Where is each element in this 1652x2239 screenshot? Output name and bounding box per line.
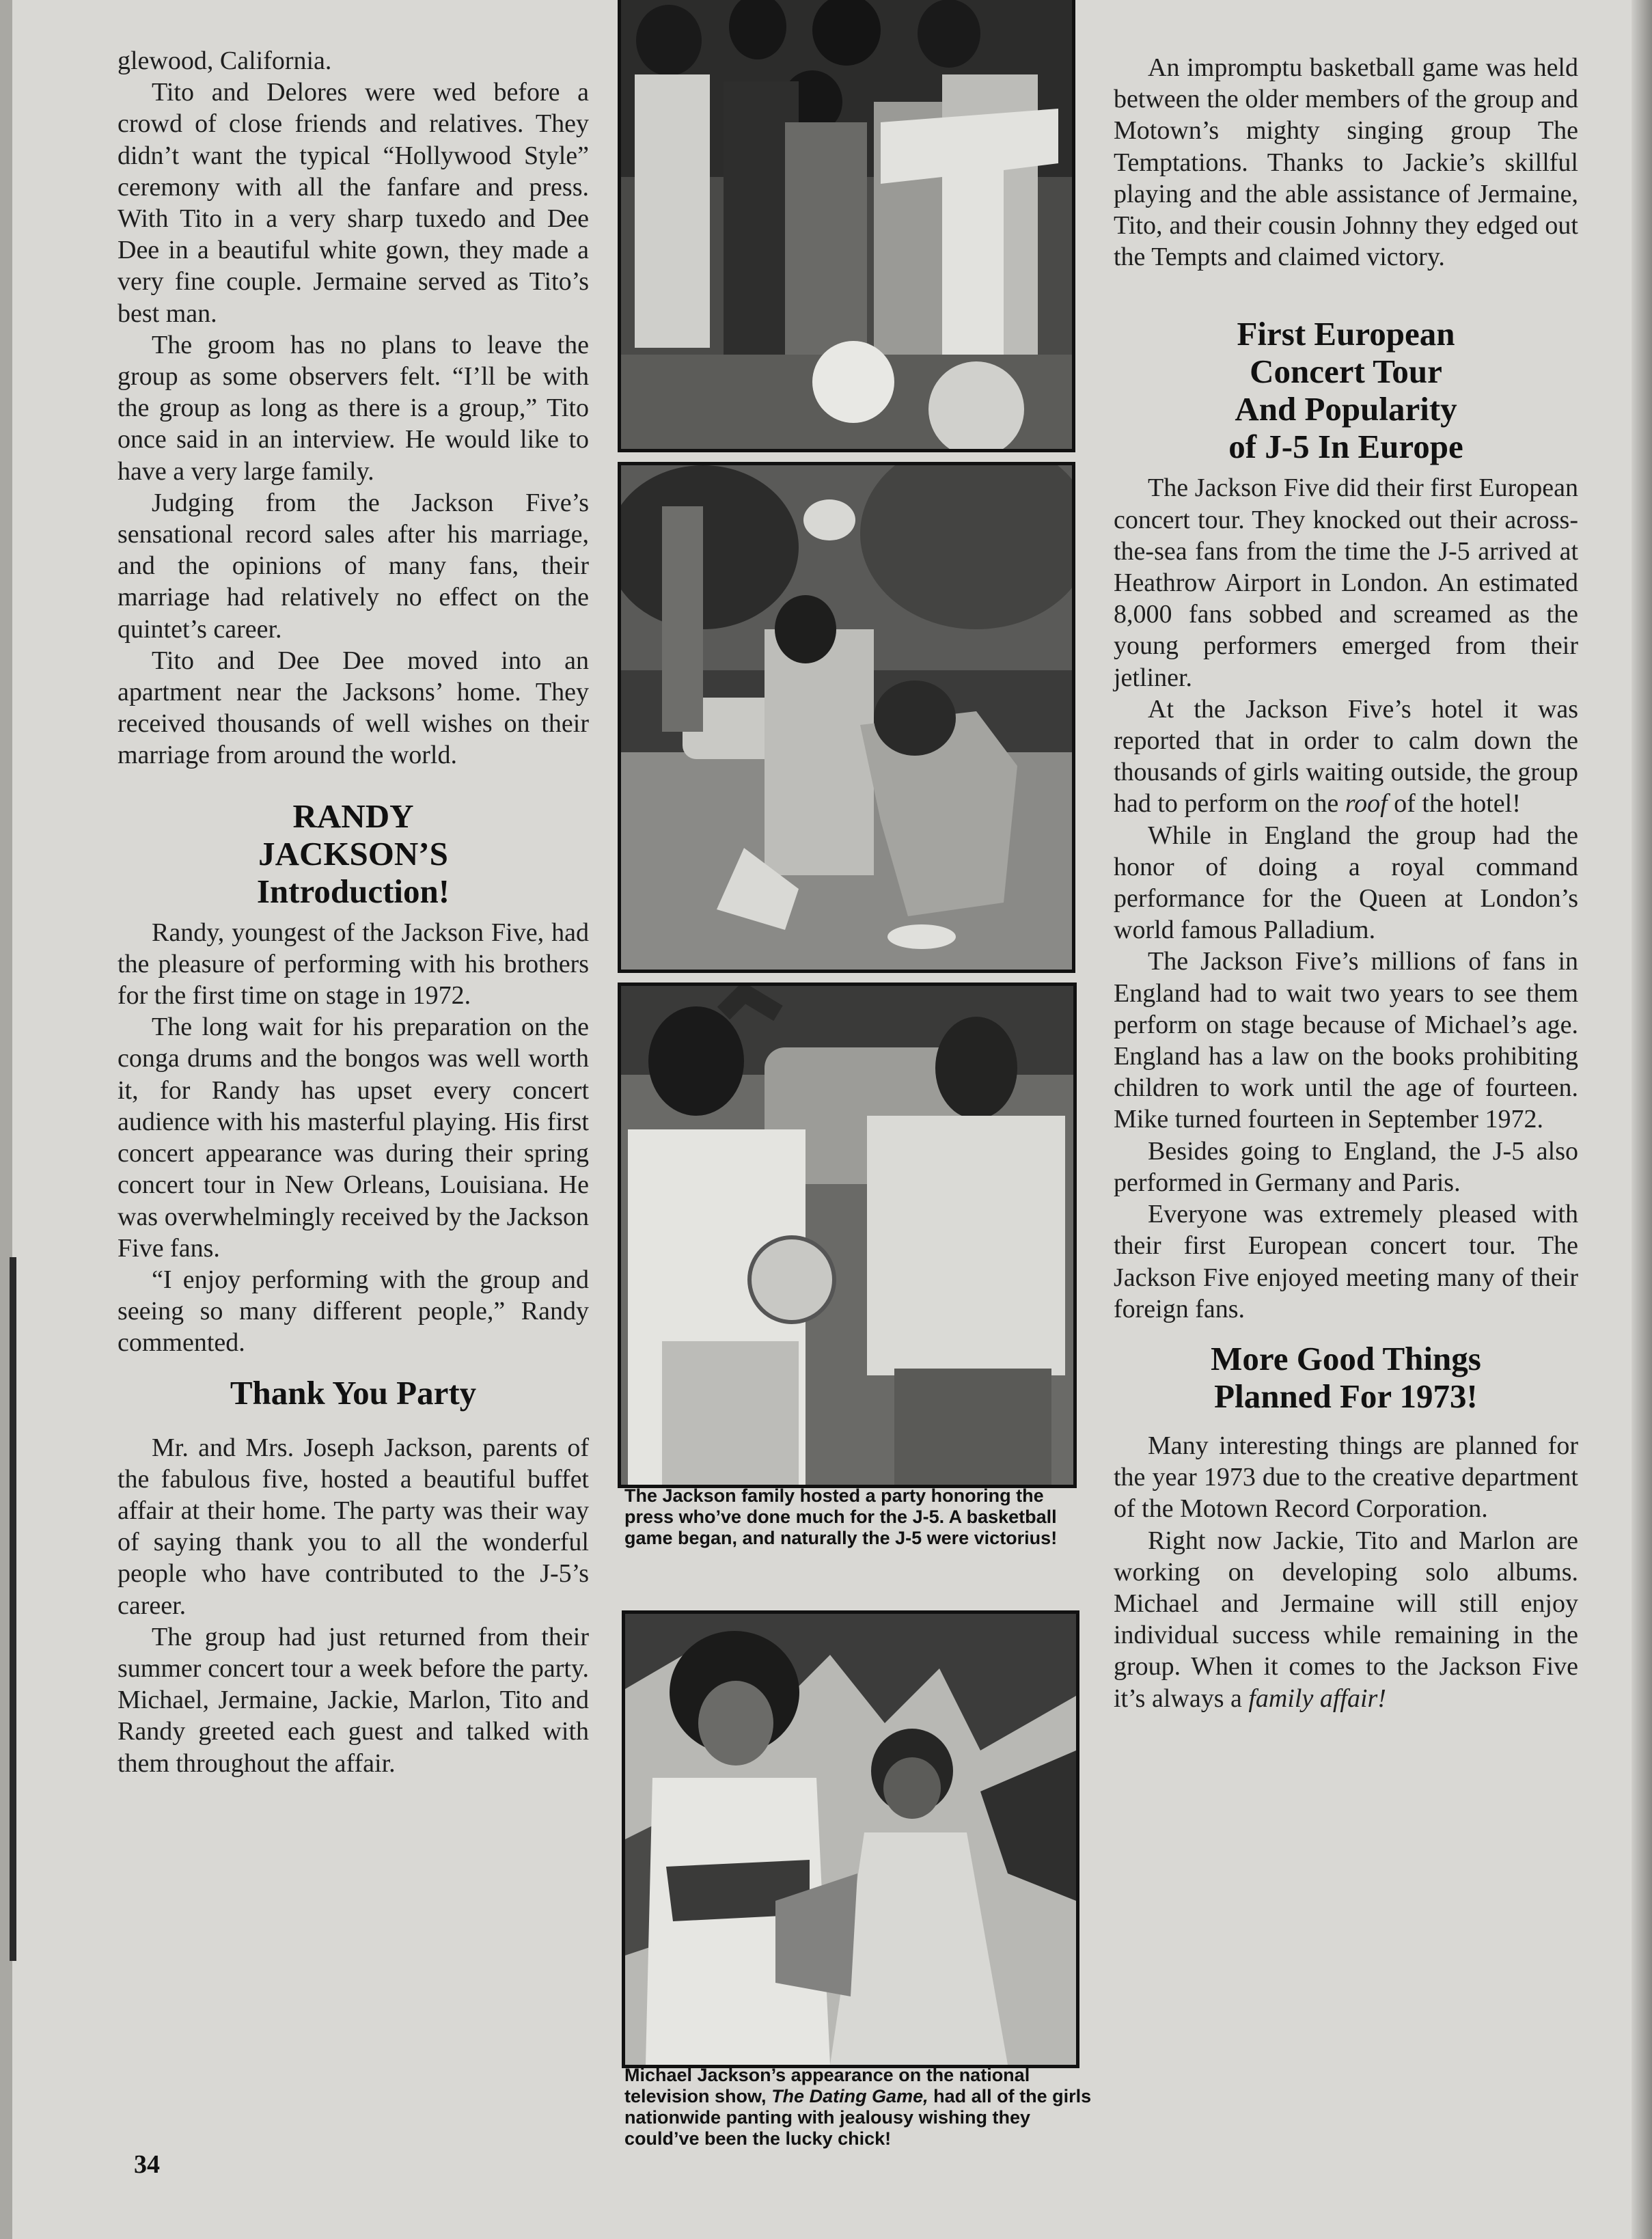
heading-line: RANDY bbox=[292, 797, 414, 835]
paragraph: The Jackson Five did their first European concert tour. They knocked out their across-the-sea fans from the time the J-5 arrived at Heathrow Airport in London. An estimated 8,000 fans sobbed and screamed as the young performers emerged from their jetliner. bbox=[1114, 473, 1578, 692]
caption-dating-game bbox=[624, 2065, 1096, 2149]
heading-line: Concert Tour bbox=[1250, 353, 1442, 391]
caption-text: had all of the girls nationwide panting with jealousy wishing they could’ve been the lucky chick! bbox=[624, 2086, 1092, 2149]
photo-dating-game bbox=[622, 1610, 1079, 2068]
heading-line: And Popularity bbox=[1235, 390, 1457, 428]
paragraph: The groom has no plans to leave the group as some observers felt. “I’ll be with the group as long as there is a group,” Tito once said in an interview. He would like to have a very large family. bbox=[118, 330, 589, 486]
section-heading-european-tour bbox=[1114, 315, 1578, 465]
paragraph: “I enjoy performing with the group and seeing so many different people,” Randy commented. bbox=[118, 1265, 589, 1358]
page-edge-shadow bbox=[1632, 0, 1652, 2239]
paragraph: The Jackson Five’s millions of fans in England had to wait two years to see them perform on stage because of Michael’s age. England has a law on the books prohibiting children to work until the age of fourteen. Mike turned fourteen in September 1972. bbox=[1114, 947, 1578, 1134]
paragraph-text: At the Jackson Five’s hotel it was reported that in order to calm down the thousands of girls waiting outside, the group had to perform on the bbox=[1114, 694, 1578, 819]
paragraph: Besides going to England, the J-5 also performed in Germany and Paris. bbox=[1114, 1136, 1578, 1197]
heading-line: JACKSON’S bbox=[258, 834, 448, 873]
paragraph: Mr. and Mrs. Joseph Jackson, parents of the fabulous five, hosted a beautiful buffet affair at their home. The party was their way of saying thank you to all the wonderful people who have contributed to the J-5’s career. bbox=[118, 1433, 589, 1620]
paragraph bbox=[1114, 1525, 1578, 1714]
heading-line: of J-5 In Europe bbox=[1228, 428, 1463, 466]
paragraph: Many interesting things are planned for the year 1973 due to the creative department of the Motown Record Corporation. bbox=[1114, 1431, 1578, 1524]
heading-line: Planned For 1973! bbox=[1214, 1377, 1478, 1415]
paragraph: An impromptu basketball game was held between the older members of the group and Motown’s mighty singing group The Temptations. Thanks to Jackie’s skillful playing and the able assistance of Jermaine, Tito, and their cousin Johnny they edged out the Tempts and claimed victory. bbox=[1114, 53, 1578, 272]
section-heading-more-good-things bbox=[1114, 1340, 1578, 1415]
paragraph: Tito and Dee Dee moved into an apartment near the Jacksons’ home. They received thousands of well wishes on their marriage from around the world. bbox=[118, 646, 589, 770]
paragraph: The group had just returned from their summer concert tour a week before the party. Michael, Jermaine, Jackie, Marlon, Tito and Randy greeted each guest and talked with them throughout the affair. bbox=[118, 1622, 589, 1778]
heading-line: More Good Things bbox=[1211, 1339, 1481, 1377]
paragraph bbox=[1114, 693, 1578, 820]
paragraph: Tito and Delores were wed before a crowd of close friends and relatives. They didn’t want the typical “Hollywood Style” ceremony with all the fanfare and press. With Tito in a very sharp tuxedo and Dee Dee in a beautiful white gown, they made a very fine couple. Jermaine served as Tito’s best man. bbox=[118, 78, 589, 328]
paragraph: Everyone was extremely pleased with their first European concert tour. The Jackson Five enjoyed meeting many of their foreign fans. bbox=[1114, 1200, 1578, 1323]
paragraph: glewood, California. bbox=[118, 46, 332, 75]
caption-basketball: The Jackson family hosted a party honoring the press who’ve done much for the J-5. A basketball game began, and naturally the J-5 were victorius! bbox=[624, 1485, 1058, 1548]
paragraph: While in England the group had the honor of doing a royal command performance for the Queen at London’s world famous Palladium. bbox=[1114, 821, 1578, 945]
paragraph-text: Right now Jackie, Tito and Marlon are working on developing solo albums. Michael and Jermaine will still enjoy individual success while remaining in the group. When it comes to the Jackson Five it’s always a bbox=[1114, 1526, 1578, 1713]
page-number: 34 bbox=[134, 2150, 160, 2179]
emphasis: roof bbox=[1345, 789, 1388, 819]
section-heading-randy bbox=[118, 797, 589, 910]
heading-line: Introduction! bbox=[256, 872, 450, 910]
paragraph: Judging from the Jackson Five’s sensational record sales after his marriage, and the opinions of many fans, their marriage had relatively no effect on the quintet’s career. bbox=[118, 488, 589, 644]
paragraph: The long wait for his preparation on the conga drums and the bongos was well worth it, for Randy has upset every concert audience with his masterful playing. His first concert appearance was during their spring concert tour in New Orleans, Louisiana. He was overwhelmingly received by the Jackson Five fans. bbox=[118, 1013, 589, 1263]
photo-basketball-game bbox=[618, 983, 1077, 1488]
heading-line: First European bbox=[1237, 315, 1455, 353]
section-heading-thank-you-party: Thank You Party bbox=[230, 1373, 477, 1412]
show-title: The Dating Game, bbox=[771, 2086, 928, 2106]
photo-group-portrait bbox=[618, 0, 1075, 452]
article-column-left bbox=[118, 45, 589, 1779]
paragraph: Randy, youngest of the Jackson Five, had the pleasure of performing with his brothers for the first time on stage in 1972. bbox=[118, 918, 589, 1011]
caption-text: Michael Jackson’s appearance on the national television show, bbox=[624, 2065, 1030, 2106]
paragraph-text: of the hotel! bbox=[1387, 789, 1521, 819]
article-column-right bbox=[1114, 52, 1578, 1714]
emphasis: family affair! bbox=[1248, 1684, 1386, 1713]
binding-mark bbox=[10, 1257, 16, 1961]
photo-basketball-jump bbox=[618, 462, 1075, 973]
